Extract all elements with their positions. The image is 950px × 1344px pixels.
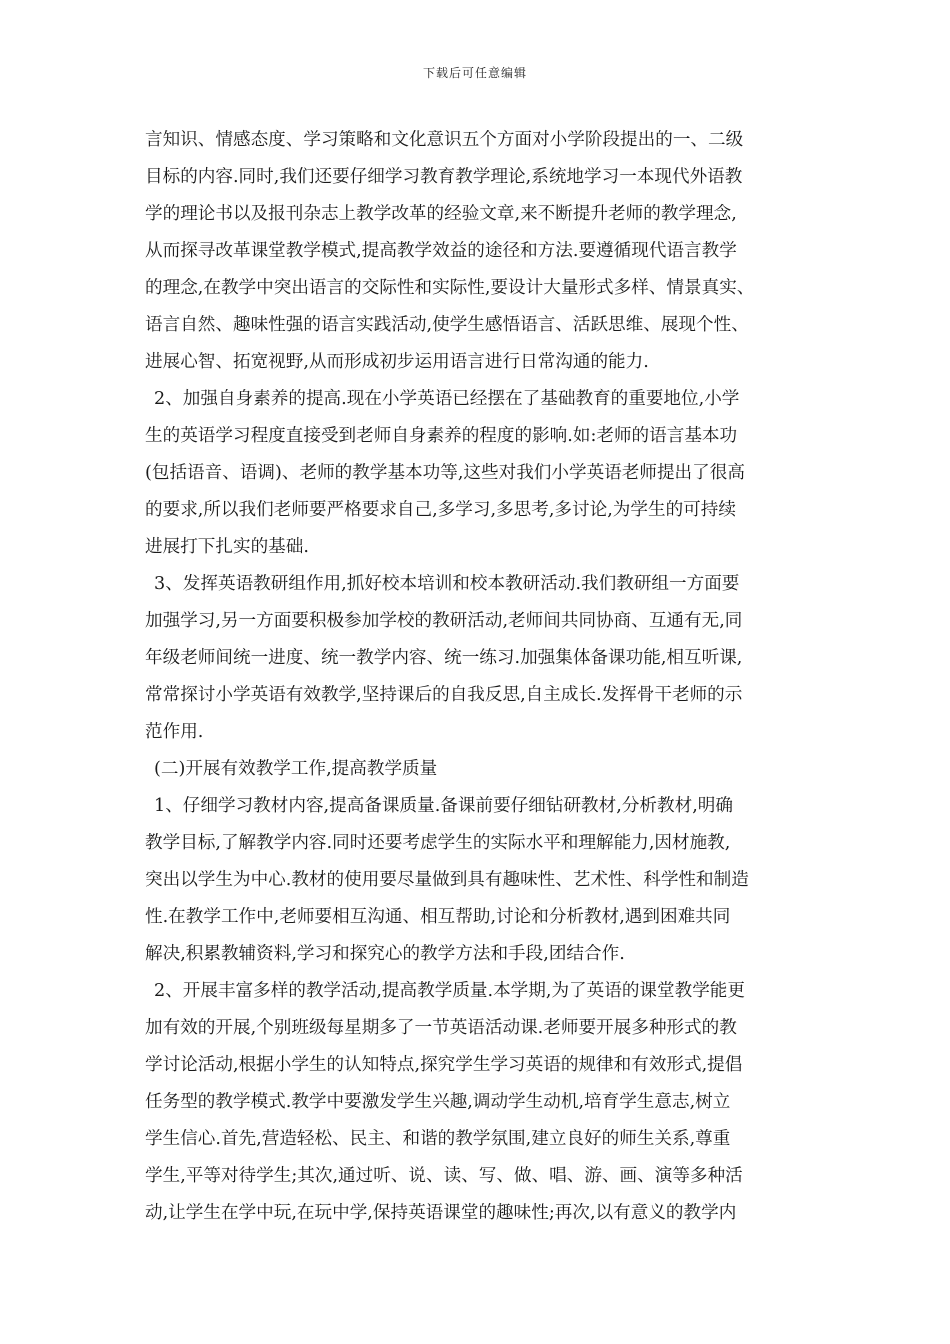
- text-line: 学生信心.首先,营造轻松、民主、和谐的教学氛围,建立良好的师生关系,尊重: [145, 1129, 731, 1149]
- paragraph-start-line: 1、仔细学习教材内容,提高备课质量.备课前要仔细钻研教材,分析教材,明确: [154, 796, 733, 816]
- text-line: 进展打下扎实的基础.: [145, 537, 309, 557]
- text-line: 教学目标,了解教学内容.同时还要考虑学生的实际水平和理解能力,因材施教,: [145, 833, 731, 853]
- text-line: 从而探寻改革课堂教学模式,提高教学效益的途径和方法.要遵循现代语言教学: [145, 241, 737, 261]
- paragraph-start-line: 2、加强自身素养的提高.现在小学英语已经摆在了基础教育的重要地位,小学: [154, 389, 740, 409]
- text-line: 生的英语学习程度直接受到老师自身素养的程度的影响.如:老师的语言基本功: [145, 426, 738, 446]
- paragraph-start-line: 3、发挥英语教研组作用,抓好校本培训和校本教研活动.我们教研组一方面要: [154, 574, 740, 594]
- text-line: 言知识、情感态度、学习策略和文化意识五个方面对小学阶段提出的一、二级: [145, 130, 744, 150]
- text-line: 年级老师间统一进度、统一教学内容、统一练习.加强集体备课功能,相互听课,: [145, 648, 743, 668]
- text-line: 进展心智、拓宽视野,从而形成初步运用语言进行日常沟通的能力.: [145, 352, 649, 372]
- text-line: 学生,平等对待学生;其次,通过听、说、读、写、做、唱、游、画、演等多种活: [145, 1166, 743, 1186]
- text-line: 解决,积累教辅资料,学习和探究心的教学方法和手段,团结合作.: [145, 944, 625, 964]
- document-body: [145, 122, 810, 1232]
- text-line: 的理念,在教学中突出语言的交际性和实际性,要设计大量形式多样、情景真实、: [145, 278, 755, 298]
- text-line: 动,让学生在学中玩,在玩中学,保持英语课堂的趣味性;再次,以有意义的教学内: [145, 1203, 737, 1223]
- text-line: 学的理论书以及报刊杂志上教学改革的经验文章,来不断提升老师的教学理念,: [145, 204, 737, 224]
- section-heading: (二)开展有效教学工作,提高教学质量: [154, 759, 438, 779]
- text-line: 的要求,所以我们老师要严格要求自己,多学习,多思考,多讨论,为学生的可持续: [145, 500, 736, 520]
- text-line: 加强学习,另一方面要积极参加学校的教研活动,老师间共同协商、互通有无,同: [145, 611, 743, 631]
- text-line: 突出以学生为中心.教材的使用要尽量做到具有趣味性、艺术性、科学性和制造: [145, 870, 749, 890]
- text-line: (包括语音、语调)、老师的教学基本功等,这些对我们小学英语老师提出了很高: [145, 463, 745, 483]
- text-line: 目标的内容.同时,我们还要仔细学习教育教学理论,系统地学习一本现代外语教: [145, 167, 743, 187]
- page-header-note: 下载后可任意编辑: [422, 66, 527, 80]
- text-line: 范作用.: [145, 722, 204, 742]
- text-line: 任务型的教学模式.教学中要激发学生兴趣,调动学生动机,培育学生意志,树立: [145, 1092, 731, 1112]
- text-line: 语言自然、趣味性强的语言实践活动,使学生感悟语言、活跃思维、展现个性、: [145, 315, 749, 335]
- text-line: 学讨论活动,根据小学生的认知特点,探究学生学习英语的规律和有效形式,提倡: [145, 1055, 743, 1075]
- text-line: 性.在教学工作中,老师要相互沟通、相互帮助,讨论和分析教材,遇到困难共同: [145, 907, 731, 927]
- text-line: 常常探讨小学英语有效教学,坚持课后的自我反思,自主成长.发挥骨干老师的示: [145, 685, 743, 705]
- text-line: 加有效的开展,个别班级每星期多了一节英语活动课.老师要开展多种形式的教: [145, 1018, 737, 1038]
- paragraph-start-line: 2、开展丰富多样的教学活动,提高教学质量.本学期,为了英语的课堂教学能更: [154, 981, 745, 1001]
